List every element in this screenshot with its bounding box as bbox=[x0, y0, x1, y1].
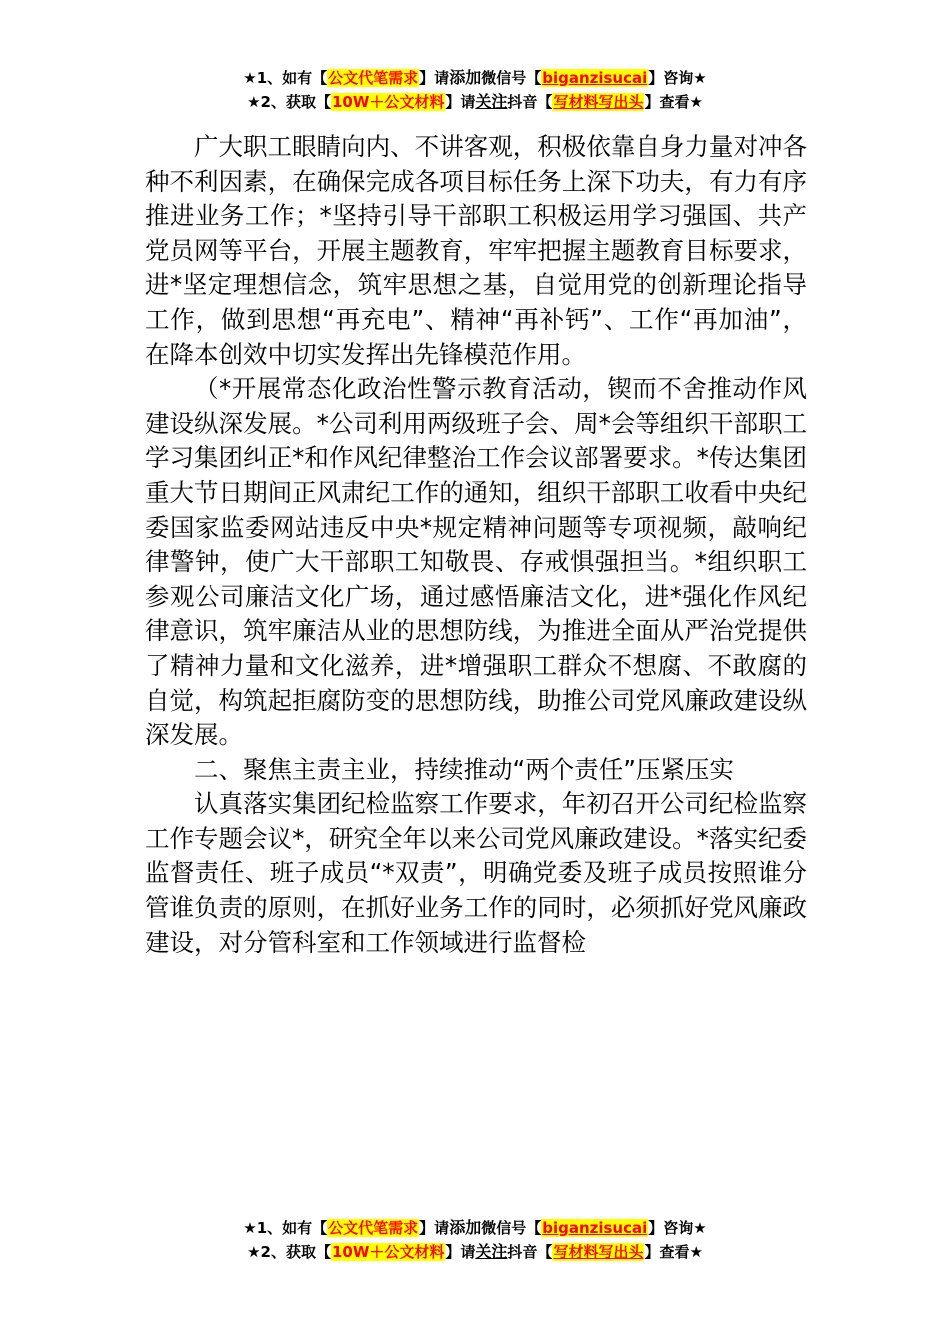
banner-text: 】请 bbox=[445, 93, 476, 111]
banner-text: 抖音【 bbox=[507, 1243, 553, 1261]
banner-text: 】咨询★ bbox=[648, 69, 707, 87]
banner-text: 微信号【 bbox=[481, 1219, 542, 1237]
banner-text: 抖音【 bbox=[507, 93, 553, 111]
materials-tag: 10W＋公文材料 bbox=[331, 93, 445, 111]
service-tag: 公文代笔需求 bbox=[328, 69, 419, 87]
banner-text: ★2、获取【 bbox=[247, 1243, 331, 1261]
banner-text: 添加 bbox=[449, 68, 482, 87]
banner-text: 】查看★ bbox=[644, 93, 703, 111]
paragraph: 认真落实集团纪检监察工作要求，年初召开公司纪检监察工作专题会议*，研究全年以来公司党风廉政建设。*落实纪委监督责任、班子成员“*双责”，明确党委及班子成员按照谁分管谁负责的原则，在抓好业务工作的同时，必须抓好党风廉政建设，对分管科室和工作领域进行监督检 bbox=[145, 789, 807, 957]
document-body bbox=[145, 130, 807, 960]
footer-banner bbox=[0, 1216, 950, 1264]
banner-text: 】查看★ bbox=[644, 1243, 703, 1261]
banner-text: 关注 bbox=[475, 92, 508, 111]
paragraph: （*开展常态化政治性警示教育活动，锲而不舍推动作风建设纵深发展。*公司利用两级班子会、周*会等组织干部职工学习集团纠正*和作风纪律整治工作会议部署要求。*传达集团重大节日期间正风肃纪工作的通知，组织干部职工收看中央纪委国家监委网站违反中央*规定精神问题等专项视频，敲响纪律警钟，使广大干部职工知敬畏、存戒惧强担当。*组织职工参观公司廉洁文化广场，通过感悟廉洁文化，进*强化作风纪律意识，筑牢廉洁从业的思想防线，为推进全面从严治党提供了精神力量和文化滋养，进*增强职工群众不想腐、不敢腐的自觉，构筑起拒腐防变的思想防线，助推公司党风廉政建设纵深发展。 bbox=[145, 374, 807, 750]
banner-text: 】咨询★ bbox=[648, 1219, 707, 1237]
wechat-id: biganzisucai bbox=[542, 1219, 648, 1237]
banner-line-1 bbox=[0, 1216, 950, 1240]
header-banner bbox=[0, 66, 950, 114]
banner-line-2 bbox=[0, 1240, 950, 1264]
banner-text: ★1、如有【 bbox=[243, 1219, 328, 1237]
materials-tag: 10W＋公文材料 bbox=[331, 1243, 445, 1261]
banner-text: 关注 bbox=[475, 1242, 508, 1261]
banner-line-2 bbox=[0, 90, 950, 114]
banner-line-1 bbox=[0, 66, 950, 90]
service-tag: 公文代笔需求 bbox=[328, 1219, 419, 1237]
douyin-id: 写材料写出头 bbox=[553, 1243, 644, 1261]
wechat-id: biganzisucai bbox=[542, 69, 648, 87]
banner-text: ★2、获取【 bbox=[247, 93, 331, 111]
banner-text: ★1、如有【 bbox=[243, 69, 328, 87]
banner-text: 】请 bbox=[445, 1243, 476, 1261]
banner-text: 】请 bbox=[419, 1219, 450, 1237]
paragraph: 广大职工眼睛向内、不讲客观，积极依靠自身力量对冲各种不利因素，在确保完成各项目标任务上深下功夫，有力有序推进业务工作；*坚持引导干部职工积极运用学习强国、共产党员网等平台，开展主题教育，牢牢把握主题教育目标要求，进*坚定理想信念，筑牢思想之基，自觉用党的创新理论指导工作，做到思想“再充电”、精神“再补钙”、工作“再加油”，在降本创效中切实发挥出先锋模范作用。 bbox=[145, 132, 807, 369]
section-heading: 二、聚焦主责主业，持续推动“两个责任”压紧压实 bbox=[194, 754, 734, 784]
banner-text: 微信号【 bbox=[481, 69, 542, 87]
banner-text: 添加 bbox=[449, 1218, 482, 1237]
douyin-id: 写材料写出头 bbox=[553, 93, 644, 111]
banner-text: 】请 bbox=[419, 69, 450, 87]
